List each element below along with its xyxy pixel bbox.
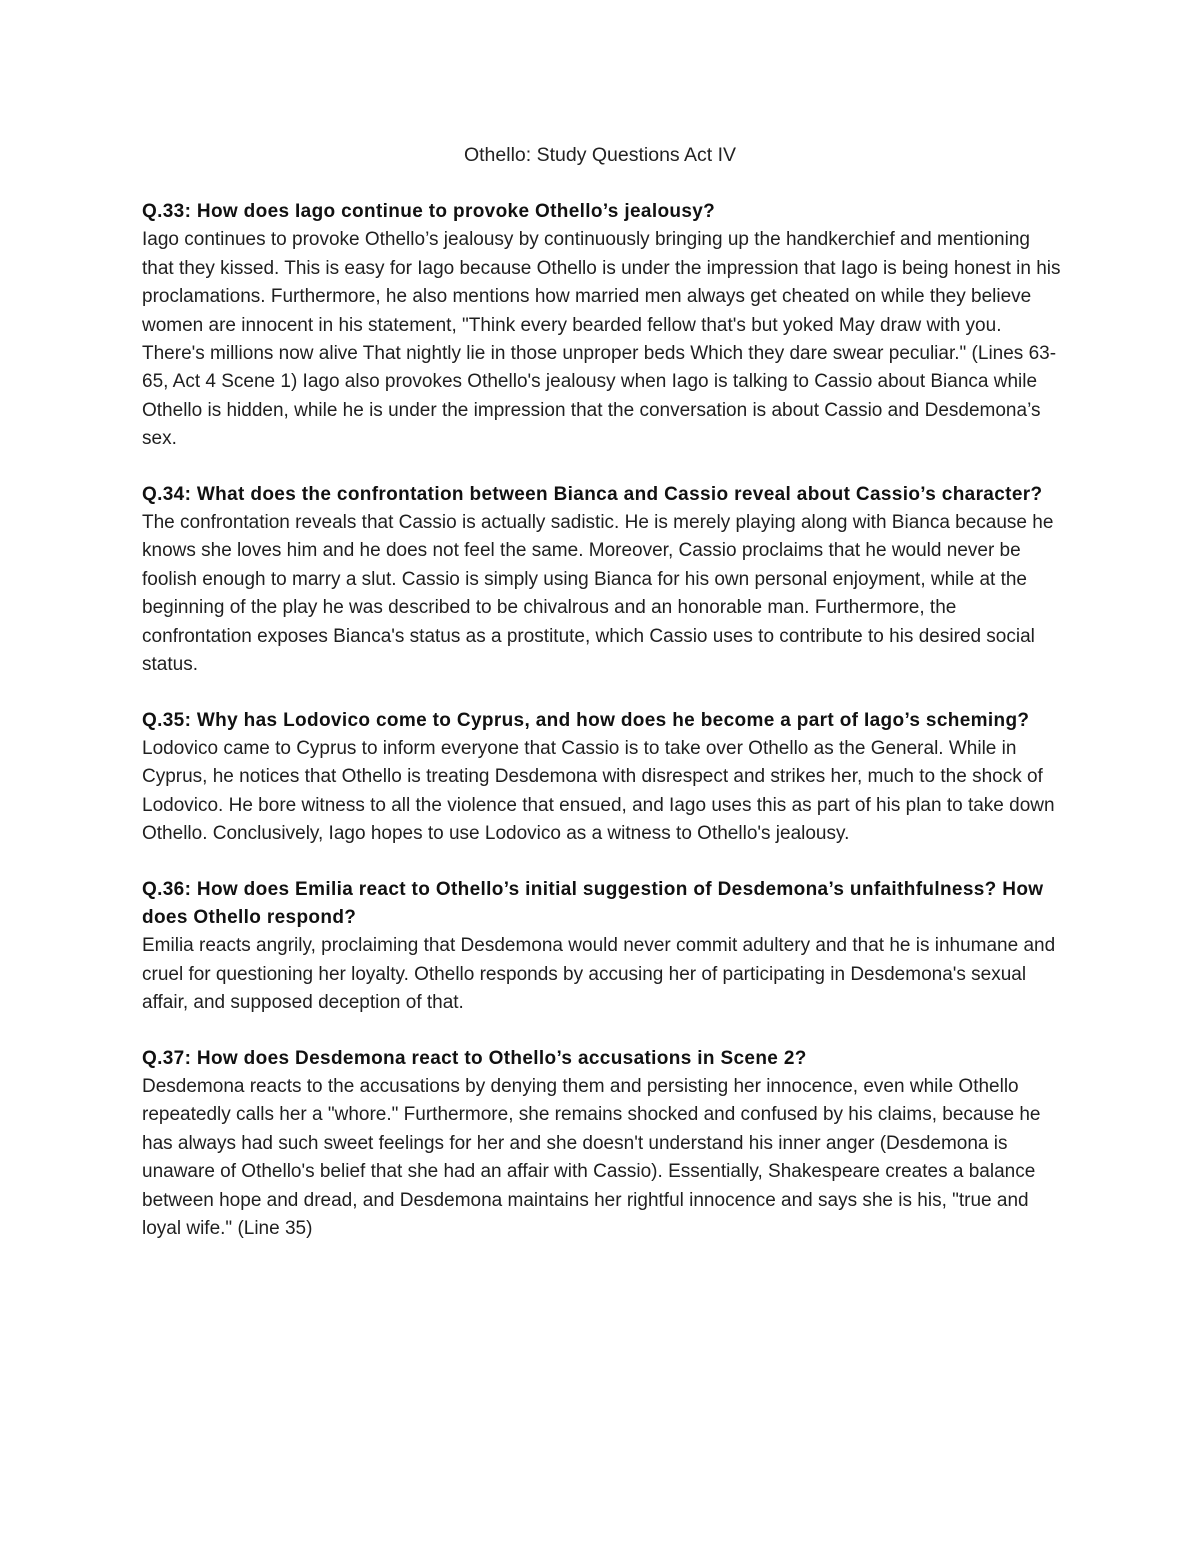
- answer-33: Iago continues to provoke Othello’s jealousy by continuously bringing up the handkerchief and mentioning that they kissed. This is easy for Iago because Othello is under the impression that Iago is being honest in his proclamations. Furthermore, he also mentions how married men always get cheated on while they believe women are innocent in his statement, "Think every bearded fellow that's but yoked May draw with you. There's millions now alive That nightly lie in those unproper beds Which they dare swear peculiar." (Lines 63-65, Act 4 Scene 1) Iago also provokes Othello's jealousy when Iago is talking to Cassio about Bianca while Othello is hidden, while he is under the impression that the conversation is about Cassio and Desdemona’s sex.: [142, 229, 1061, 450]
- question-35: Q.35: Why has Lodovico come to Cyprus, and how does he become a part of Iago’s scheming?: [142, 709, 1030, 731]
- question-37: Q.37: How does Desdemona react to Othello’s accusations in Scene 2?: [142, 1047, 807, 1069]
- question-34: Q.34: What does the confrontation between Bianca and Cassio reveal about Cassio’s character?: [142, 483, 1043, 505]
- question-36: Q.36: How does Emilia react to Othello’s initial suggestion of Desdemona’s unfaithfulness? How does Othello respond?: [142, 878, 1044, 928]
- answer-36: Emilia reacts angrily, proclaiming that Desdemona would never commit adultery and that he is inhumane and cruel for questioning her loyalty. Othello responds by accusing her of participating in Desdemona's sexual affair, and supposed deception of that.: [142, 935, 1056, 1014]
- answer-34: The confrontation reveals that Cassio is actually sadistic. He is merely playing along with Bianca because he knows she loves him and he does not feel the same. Moreover, Cassio proclaims that he would never be foolish enough to marry a slut. Cassio is simply using Bianca for his own personal enjoyment, while at the beginning of the play he was described to be chivalrous and an honorable man. Furthermore, the confrontation exposes Bianca's status as a prostitute, which Cassio uses to contribute to his desired social status.: [142, 512, 1054, 676]
- document-body: [142, 198, 1062, 1270]
- answer-35: Lodovico came to Cyprus to inform everyone that Cassio is to take over Othello as the General. While in Cyprus, he notices that Othello is treating Desdemona with disrespect and strikes her, much to the shock of Lodovico. He bore witness to all the violence that ensued, and Iago uses this as part of his plan to take down Othello. Conclusively, Iago hopes to use Lodovico as a witness to Othello's jealousy.: [142, 737, 1055, 845]
- qa-block-33: [142, 198, 1062, 454]
- qa-block-34: [142, 481, 1062, 680]
- qa-block-35: [142, 707, 1062, 849]
- question-33: Q.33: How does Iago continue to provoke Othello’s jealousy?: [142, 201, 716, 222]
- qa-block-36: [142, 876, 1062, 1018]
- answer-37: Desdemona reacts to the accusations by denying them and persisting her innocence, even while Othello repeatedly calls her a "whore." Furthermore, she remains shocked and confused by his claims, because he has always had such sweet feelings for her and she doesn't understand his inner anger (Desdemona is unaware of Othello's belief that she had an affair with Cassio). Essentially, Shakespeare creates a balance between hope and dread, and Desdemona maintains her rightful innocence and says she is his, "true and loyal wife." (Line 35): [142, 1075, 1041, 1239]
- document-title: Othello: Study Questions Act IV: [463, 144, 737, 166]
- qa-block-37: [142, 1045, 1062, 1244]
